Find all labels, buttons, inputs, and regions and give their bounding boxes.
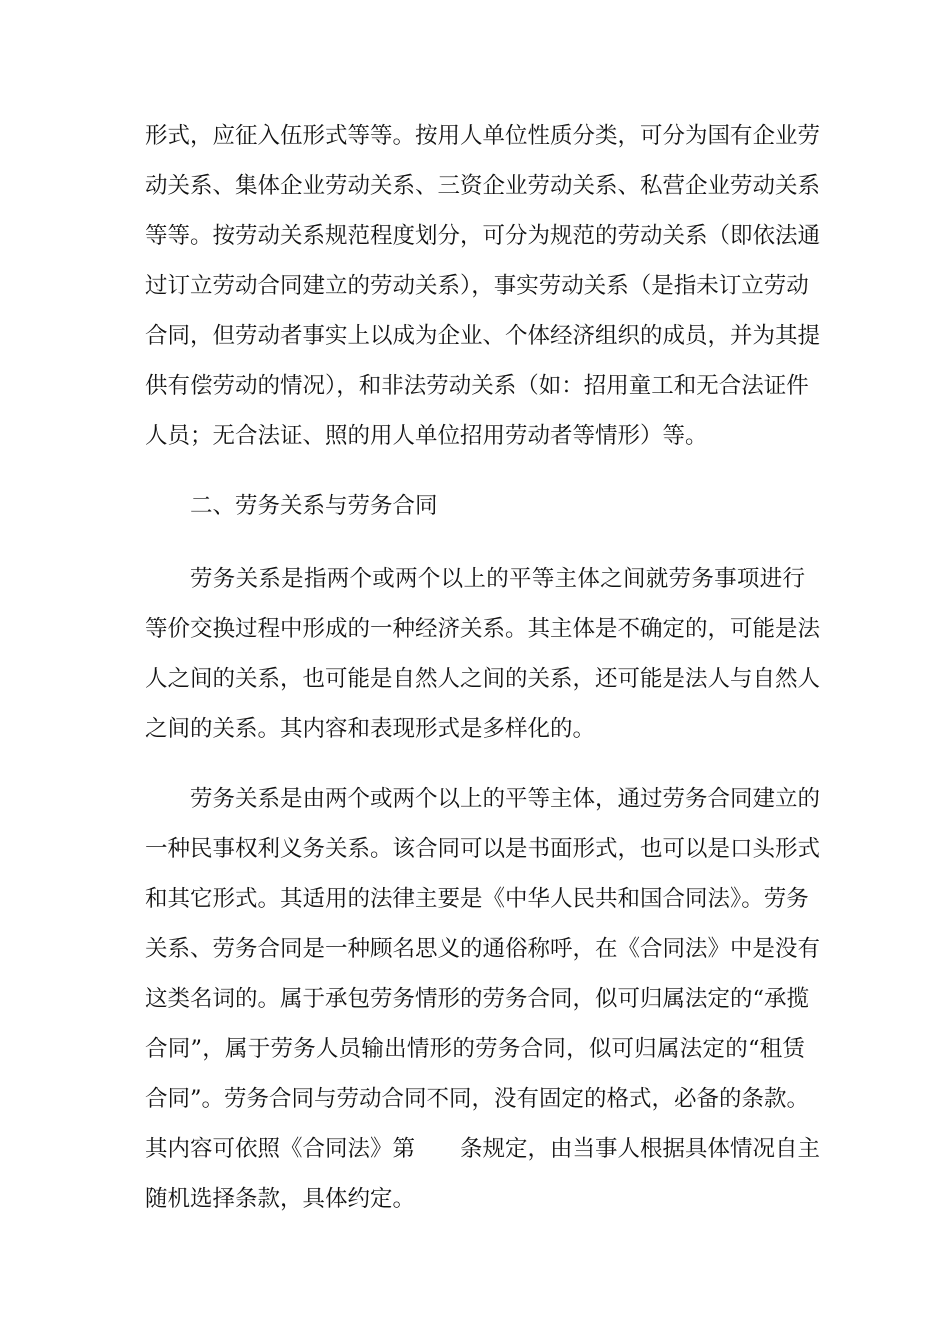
paragraph-3-line-3: 和其它形式。其适用的法律主要是《中华人民共和国合同法》。劳务 [145,886,809,912]
paragraph-3-line-5: 这类名词的。属于承包劳务情形的劳务合同，似可归属法定的“承揽 [145,986,810,1012]
paragraph-3-line-8: 其内容可依照《合同法》第 条规定，由当事人根据具体情况自主 [145,1136,821,1162]
paragraph-3-line-2: 一种民事权利义务关系。该合同可以是书面形式，也可以是口头形式 [145,836,821,862]
paragraph-2-line-2: 等价交换过程中形成的一种经济关系。其主体是不确定的，可能是法 [145,616,821,642]
paragraph-1-line-3: 等等。按劳动关系规范程度划分，可分为规范的劳动关系（即依法通 [145,223,821,249]
paragraph-2-line-1: 劳务关系是指两个或两个以上的平等主体之间就劳务事项进行 [190,566,805,592]
paragraph-2-line-3: 人之间的关系，也可能是自然人之间的关系，还可能是法人与自然人 [145,666,821,692]
paragraph-1-line-2: 动关系、集体企业劳动关系、三资企业劳动关系、私营企业劳动关系 [145,173,821,199]
paragraph-1-line-1: 形式，应征入伍形式等等。按用人单位性质分类，可分为国有企业劳 [145,123,821,149]
paragraph-1-line-4: 过订立劳动合同建立的劳动关系），事实劳动关系（是指未订立劳动 [145,273,809,299]
paragraph-3-line-7: 合同”。劳务合同与劳动合同不同，没有固定的格式，必备的条款。 [145,1086,810,1112]
paragraph-1-line-7: 人员；无合法证、照的用人单位招用劳动者等情形）等。 [145,423,708,449]
paragraph-3-line-4: 关系、劳务合同是一种顾名思义的通俗称呼，在《合同法》中是没有 [145,936,821,962]
paragraph-3-line-1: 劳务关系是由两个或两个以上的平等主体，通过劳务合同建立的 [190,786,821,812]
paragraph-2-line-4: 之间的关系。其内容和表现形式是多样化的。 [145,716,596,742]
paragraph-3-line-6: 合同”，属于劳务人员输出情形的劳务合同，似可归属法定的“租赁 [145,1036,805,1062]
paragraph-1-line-6: 供有偿劳动的情况），和非法劳动关系（如：招用童工和无合法证件 [145,373,809,399]
section-heading: 二、劳务关系与劳务合同 [190,493,438,519]
paragraph-3-line-9: 随机选择条款，具体约定。 [145,1186,416,1212]
paragraph-1-line-5: 合同，但劳动者事实上以成为企业、个体经济组织的成员，并为其提 [145,323,821,349]
